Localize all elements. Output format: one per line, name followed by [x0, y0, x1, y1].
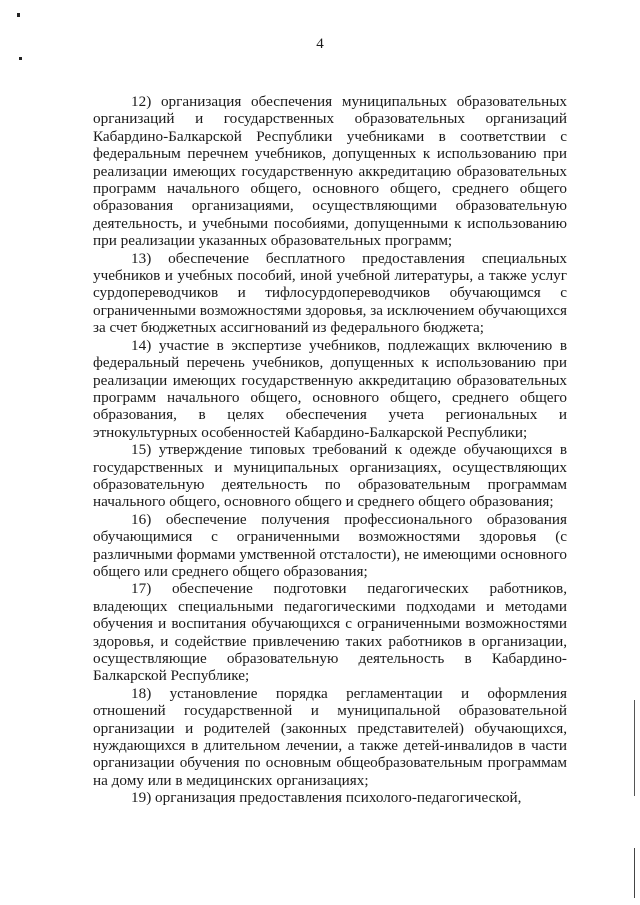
paragraph-item-13: 13) обеспечение бесплатного предоставления специальных учебников и учебных пособий, иной учебной литературы, а также услуг сурдопереводчиков и тифлосурдопереводчиков обучающимся с ограниченными возможностями здоровья, за исключением обучающихся за счет бюджетных ассигнований из федерального бюджета; [93, 249, 567, 337]
paragraph-item-19: 19) организация предоставления психолого-педагогической, [131, 789, 522, 807]
page-number: 4 [316, 36, 324, 52]
paragraph-item-14: 14) участие в экспертизе учебников, подлежащих включению в федеральный перечень учебников, допущенных к использованию при реализации имеющих государственную аккредитацию образовательных программ начального общего, основного общего, среднего общего образования, в целях обеспечения учета региональных и этнокультурных особенностей Кабардино-Балкарской Республики; [93, 336, 567, 441]
scan-mark [19, 57, 22, 60]
paragraph-item-17: 17) обеспечение подготовки педагогических работников, владеющих специальными педагогическими подходами и методами обучения и воспитания обучающихся с ограниченными возможностями здоровья, и содействие привлечению таких работников в организации, осуществляющие образовательную деятельность в Кабардино-Балкарской Республике; [93, 580, 567, 685]
scan-edge-line [634, 700, 635, 796]
paragraph-item-15: 15) утверждение типовых требований к одежде обучающихся в государственных и муниципальных организациях, осуществляющих образовательную деятельность по образовательным программам начального общего, основного общего и среднего общего образования; [93, 441, 567, 511]
paragraph-item-18: 18) установление порядка регламентации и оформления отношений государственной и муниципальной образовательной организации и родителей (законных представителей) обучающихся, нуждающихся в длительном лечении, а также детей-инвалидов в части организации обучения по основным общеобразовательным программам на дому или в медицинских организациях; [93, 684, 567, 789]
paragraph-item-12: 12) организация обеспечения муниципальных образовательных организаций и государственных образовательных организаций Кабардино-Балкарской Республики учебниками в соответствии с федеральным перечнем учебников, допущенных к использованию при реализации имеющих государственную аккредитацию образовательных программ начального общего, основного общего, среднего общего образования организациями, осуществляющими образовательную деятельность, и учебными пособиями, допущенными к использованию при реализации указанных образовательных программ; [93, 93, 567, 250]
document-body [93, 93, 567, 807]
scan-mark [17, 13, 20, 17]
scan-edge-line [634, 848, 635, 898]
paragraph-item-16: 16) обеспечение получения профессионального образования обучающимися с ограниченными возможностями здоровья (с различными формами умственной отсталости), не имеющими основного общего или среднего общего образования; [93, 510, 567, 580]
